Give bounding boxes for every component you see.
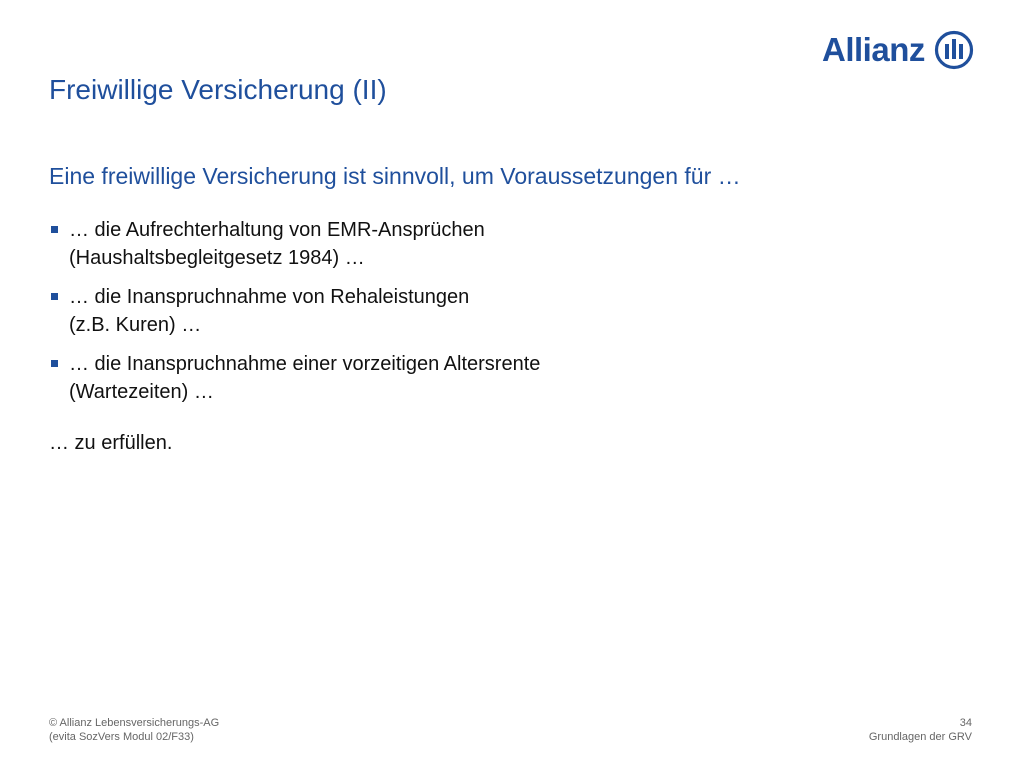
bullet-line-2: (z.B. Kuren) … <box>69 314 202 336</box>
bullet-item <box>49 283 749 339</box>
bullet-line-1: … die Inanspruchnahme von Rehaleistungen <box>69 286 470 308</box>
allianz-eagle-logo-icon <box>934 30 974 70</box>
footer-left <box>49 716 219 744</box>
bullet-line-1: … die Aufrechterhaltung von EMR-Ansprüchen <box>69 219 485 241</box>
bullet-line-2: (Haushaltsbegleitgesetz 1984) … <box>69 247 365 269</box>
closing-text: … zu erfüllen. <box>49 432 173 454</box>
square-bullet-icon <box>51 360 58 367</box>
bullet-line-2: (Wartezeiten) … <box>69 381 214 403</box>
square-bullet-icon <box>51 226 58 233</box>
slide-subtitle: Eine freiwillige Versicherung ist sinnvoll, um Voraussetzungen für … <box>49 163 741 189</box>
page-number: 34 <box>959 717 972 729</box>
footer-module: (evita SozVers Modul 02/F33) <box>49 731 194 743</box>
bullet-line-1: … die Inanspruchnahme einer vorzeitigen Altersrente <box>69 353 541 375</box>
footer-copyright: © Allianz Lebensversicherungs-AG <box>49 717 220 729</box>
allianz-logo <box>822 28 976 72</box>
footer-section: Grundlagen der GRV <box>868 731 972 743</box>
logo-wordmark: Allianz <box>822 31 925 68</box>
bullet-list <box>49 216 749 417</box>
square-bullet-icon <box>51 293 58 300</box>
slide-title: Freiwillige Versicherung (II) <box>49 74 387 105</box>
footer-right <box>869 716 972 744</box>
bullet-item <box>49 216 749 272</box>
bullet-item <box>49 350 749 406</box>
